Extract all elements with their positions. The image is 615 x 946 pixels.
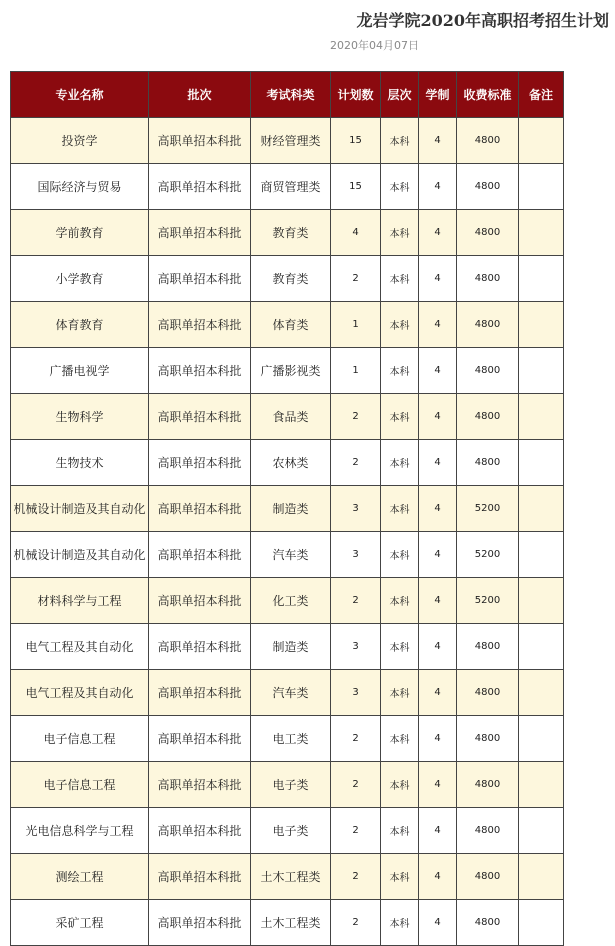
cell-batch: 高职单招本科批 [149, 210, 251, 256]
cell-note [519, 716, 564, 762]
cell-major: 材料科学与工程 [11, 578, 149, 624]
cell-batch: 高职单招本科批 [149, 440, 251, 486]
cell-batch: 高职单招本科批 [149, 256, 251, 302]
cell-category: 广播影视类 [251, 348, 331, 394]
cell-fee: 5200 [457, 532, 519, 578]
cell-batch: 高职单招本科批 [149, 302, 251, 348]
cell-note [519, 624, 564, 670]
cell-category: 电子类 [251, 808, 331, 854]
cell-plan: 4 [331, 210, 381, 256]
cell-major: 电气工程及其自动化 [11, 670, 149, 716]
cell-category: 制造类 [251, 624, 331, 670]
cell-fee: 4800 [457, 302, 519, 348]
cell-fee: 4800 [457, 900, 519, 946]
table-row [11, 900, 564, 946]
cell-batch: 高职单招本科批 [149, 624, 251, 670]
table-row [11, 394, 564, 440]
cell-level: 本科 [381, 118, 419, 164]
cell-note [519, 440, 564, 486]
cell-years: 4 [419, 348, 457, 394]
column-header-note: 备注 [519, 72, 564, 118]
cell-note [519, 256, 564, 302]
column-header-fee: 收费标准 [457, 72, 519, 118]
cell-years: 4 [419, 578, 457, 624]
cell-plan: 3 [331, 486, 381, 532]
table-row [11, 348, 564, 394]
cell-category: 制造类 [251, 486, 331, 532]
cell-major: 生物科学 [11, 394, 149, 440]
cell-plan: 2 [331, 256, 381, 302]
cell-fee: 4800 [457, 440, 519, 486]
cell-note [519, 348, 564, 394]
cell-note [519, 578, 564, 624]
cell-level: 本科 [381, 578, 419, 624]
cell-major: 小学教育 [11, 256, 149, 302]
cell-level: 本科 [381, 670, 419, 716]
cell-category: 商贸管理类 [251, 164, 331, 210]
cell-major: 广播电视学 [11, 348, 149, 394]
table-row [11, 256, 564, 302]
page-title: 龙岩学院2020年高职招考招生计划 [356, 11, 609, 30]
cell-years: 4 [419, 486, 457, 532]
cell-major: 测绘工程 [11, 854, 149, 900]
cell-level: 本科 [381, 900, 419, 946]
cell-level: 本科 [381, 394, 419, 440]
column-header-plan: 计划数 [331, 72, 381, 118]
cell-plan: 1 [331, 348, 381, 394]
cell-note [519, 118, 564, 164]
cell-category: 教育类 [251, 210, 331, 256]
cell-note [519, 670, 564, 716]
cell-category: 电工类 [251, 716, 331, 762]
cell-level: 本科 [381, 716, 419, 762]
cell-major: 机械设计制造及其自动化 [11, 486, 149, 532]
cell-level: 本科 [381, 348, 419, 394]
cell-major: 学前教育 [11, 210, 149, 256]
cell-batch: 高职单招本科批 [149, 900, 251, 946]
cell-years: 4 [419, 440, 457, 486]
table-header-row [11, 72, 564, 118]
cell-years: 4 [419, 302, 457, 348]
cell-major: 光电信息科学与工程 [11, 808, 149, 854]
cell-major: 投资学 [11, 118, 149, 164]
cell-level: 本科 [381, 210, 419, 256]
cell-category: 电子类 [251, 762, 331, 808]
cell-fee: 4800 [457, 210, 519, 256]
cell-major: 生物技术 [11, 440, 149, 486]
cell-level: 本科 [381, 854, 419, 900]
enrollment-plan-table [10, 71, 564, 946]
table-row [11, 808, 564, 854]
cell-batch: 高职单招本科批 [149, 394, 251, 440]
cell-plan: 2 [331, 762, 381, 808]
cell-fee: 4800 [457, 348, 519, 394]
cell-fee: 4800 [457, 394, 519, 440]
cell-batch: 高职单招本科批 [149, 716, 251, 762]
cell-plan: 3 [331, 624, 381, 670]
cell-note [519, 532, 564, 578]
cell-fee: 5200 [457, 486, 519, 532]
cell-plan: 2 [331, 440, 381, 486]
cell-fee: 4800 [457, 808, 519, 854]
column-header-level: 层次 [381, 72, 419, 118]
cell-major: 体育教育 [11, 302, 149, 348]
cell-years: 4 [419, 670, 457, 716]
cell-years: 4 [419, 394, 457, 440]
cell-note [519, 900, 564, 946]
table-row [11, 486, 564, 532]
cell-years: 4 [419, 808, 457, 854]
column-header-years: 学制 [419, 72, 457, 118]
cell-category: 汽车类 [251, 670, 331, 716]
cell-major: 电气工程及其自动化 [11, 624, 149, 670]
table-row [11, 440, 564, 486]
cell-fee: 4800 [457, 256, 519, 302]
cell-level: 本科 [381, 486, 419, 532]
cell-note [519, 808, 564, 854]
cell-years: 4 [419, 164, 457, 210]
cell-level: 本科 [381, 302, 419, 348]
cell-batch: 高职单招本科批 [149, 808, 251, 854]
table-row [11, 210, 564, 256]
table-row [11, 624, 564, 670]
cell-category: 体育类 [251, 302, 331, 348]
cell-category: 教育类 [251, 256, 331, 302]
cell-years: 4 [419, 256, 457, 302]
cell-plan: 1 [331, 302, 381, 348]
cell-plan: 2 [331, 394, 381, 440]
cell-fee: 4800 [457, 854, 519, 900]
cell-fee: 5200 [457, 578, 519, 624]
cell-plan: 3 [331, 670, 381, 716]
cell-category: 食品类 [251, 394, 331, 440]
table-row [11, 118, 564, 164]
cell-plan: 2 [331, 716, 381, 762]
cell-years: 4 [419, 716, 457, 762]
cell-plan: 2 [331, 578, 381, 624]
cell-batch: 高职单招本科批 [149, 762, 251, 808]
cell-category: 农林类 [251, 440, 331, 486]
table-body [11, 118, 564, 946]
cell-plan: 3 [331, 532, 381, 578]
table-row [11, 532, 564, 578]
table-row [11, 762, 564, 808]
table-row [11, 854, 564, 900]
table-row [11, 670, 564, 716]
table-row [11, 578, 564, 624]
table-row [11, 716, 564, 762]
cell-years: 4 [419, 762, 457, 808]
cell-batch: 高职单招本科批 [149, 486, 251, 532]
cell-batch: 高职单招本科批 [149, 578, 251, 624]
cell-level: 本科 [381, 164, 419, 210]
cell-batch: 高职单招本科批 [149, 532, 251, 578]
cell-note [519, 302, 564, 348]
cell-batch: 高职单招本科批 [149, 348, 251, 394]
cell-years: 4 [419, 900, 457, 946]
cell-fee: 4800 [457, 716, 519, 762]
cell-plan: 2 [331, 900, 381, 946]
cell-level: 本科 [381, 256, 419, 302]
cell-plan: 15 [331, 118, 381, 164]
cell-category: 汽车类 [251, 532, 331, 578]
cell-fee: 4800 [457, 164, 519, 210]
cell-major: 机械设计制造及其自动化 [11, 532, 149, 578]
cell-note [519, 854, 564, 900]
cell-fee: 4800 [457, 624, 519, 670]
column-header-category: 考试科类 [251, 72, 331, 118]
cell-plan: 15 [331, 164, 381, 210]
cell-fee: 4800 [457, 118, 519, 164]
cell-batch: 高职单招本科批 [149, 118, 251, 164]
cell-years: 4 [419, 210, 457, 256]
cell-note [519, 394, 564, 440]
cell-batch: 高职单招本科批 [149, 854, 251, 900]
cell-note [519, 486, 564, 532]
cell-years: 4 [419, 532, 457, 578]
cell-level: 本科 [381, 762, 419, 808]
cell-category: 土木工程类 [251, 854, 331, 900]
cell-batch: 高职单招本科批 [149, 670, 251, 716]
cell-category: 土木工程类 [251, 900, 331, 946]
cell-category: 化工类 [251, 578, 331, 624]
table-row [11, 302, 564, 348]
cell-category: 财经管理类 [251, 118, 331, 164]
cell-major: 采矿工程 [11, 900, 149, 946]
cell-major: 电子信息工程 [11, 762, 149, 808]
cell-note [519, 210, 564, 256]
cell-note [519, 762, 564, 808]
cell-years: 4 [419, 854, 457, 900]
cell-fee: 4800 [457, 670, 519, 716]
cell-batch: 高职单招本科批 [149, 164, 251, 210]
cell-major: 国际经济与贸易 [11, 164, 149, 210]
column-header-major: 专业名称 [11, 72, 149, 118]
cell-years: 4 [419, 118, 457, 164]
column-header-batch: 批次 [149, 72, 251, 118]
cell-level: 本科 [381, 440, 419, 486]
cell-level: 本科 [381, 624, 419, 670]
cell-level: 本科 [381, 808, 419, 854]
cell-fee: 4800 [457, 762, 519, 808]
cell-years: 4 [419, 624, 457, 670]
table-row [11, 164, 564, 210]
cell-plan: 2 [331, 854, 381, 900]
publish-date: 2020年04月07日 [330, 39, 419, 52]
cell-note [519, 164, 564, 210]
cell-plan: 2 [331, 808, 381, 854]
cell-level: 本科 [381, 532, 419, 578]
cell-major: 电子信息工程 [11, 716, 149, 762]
